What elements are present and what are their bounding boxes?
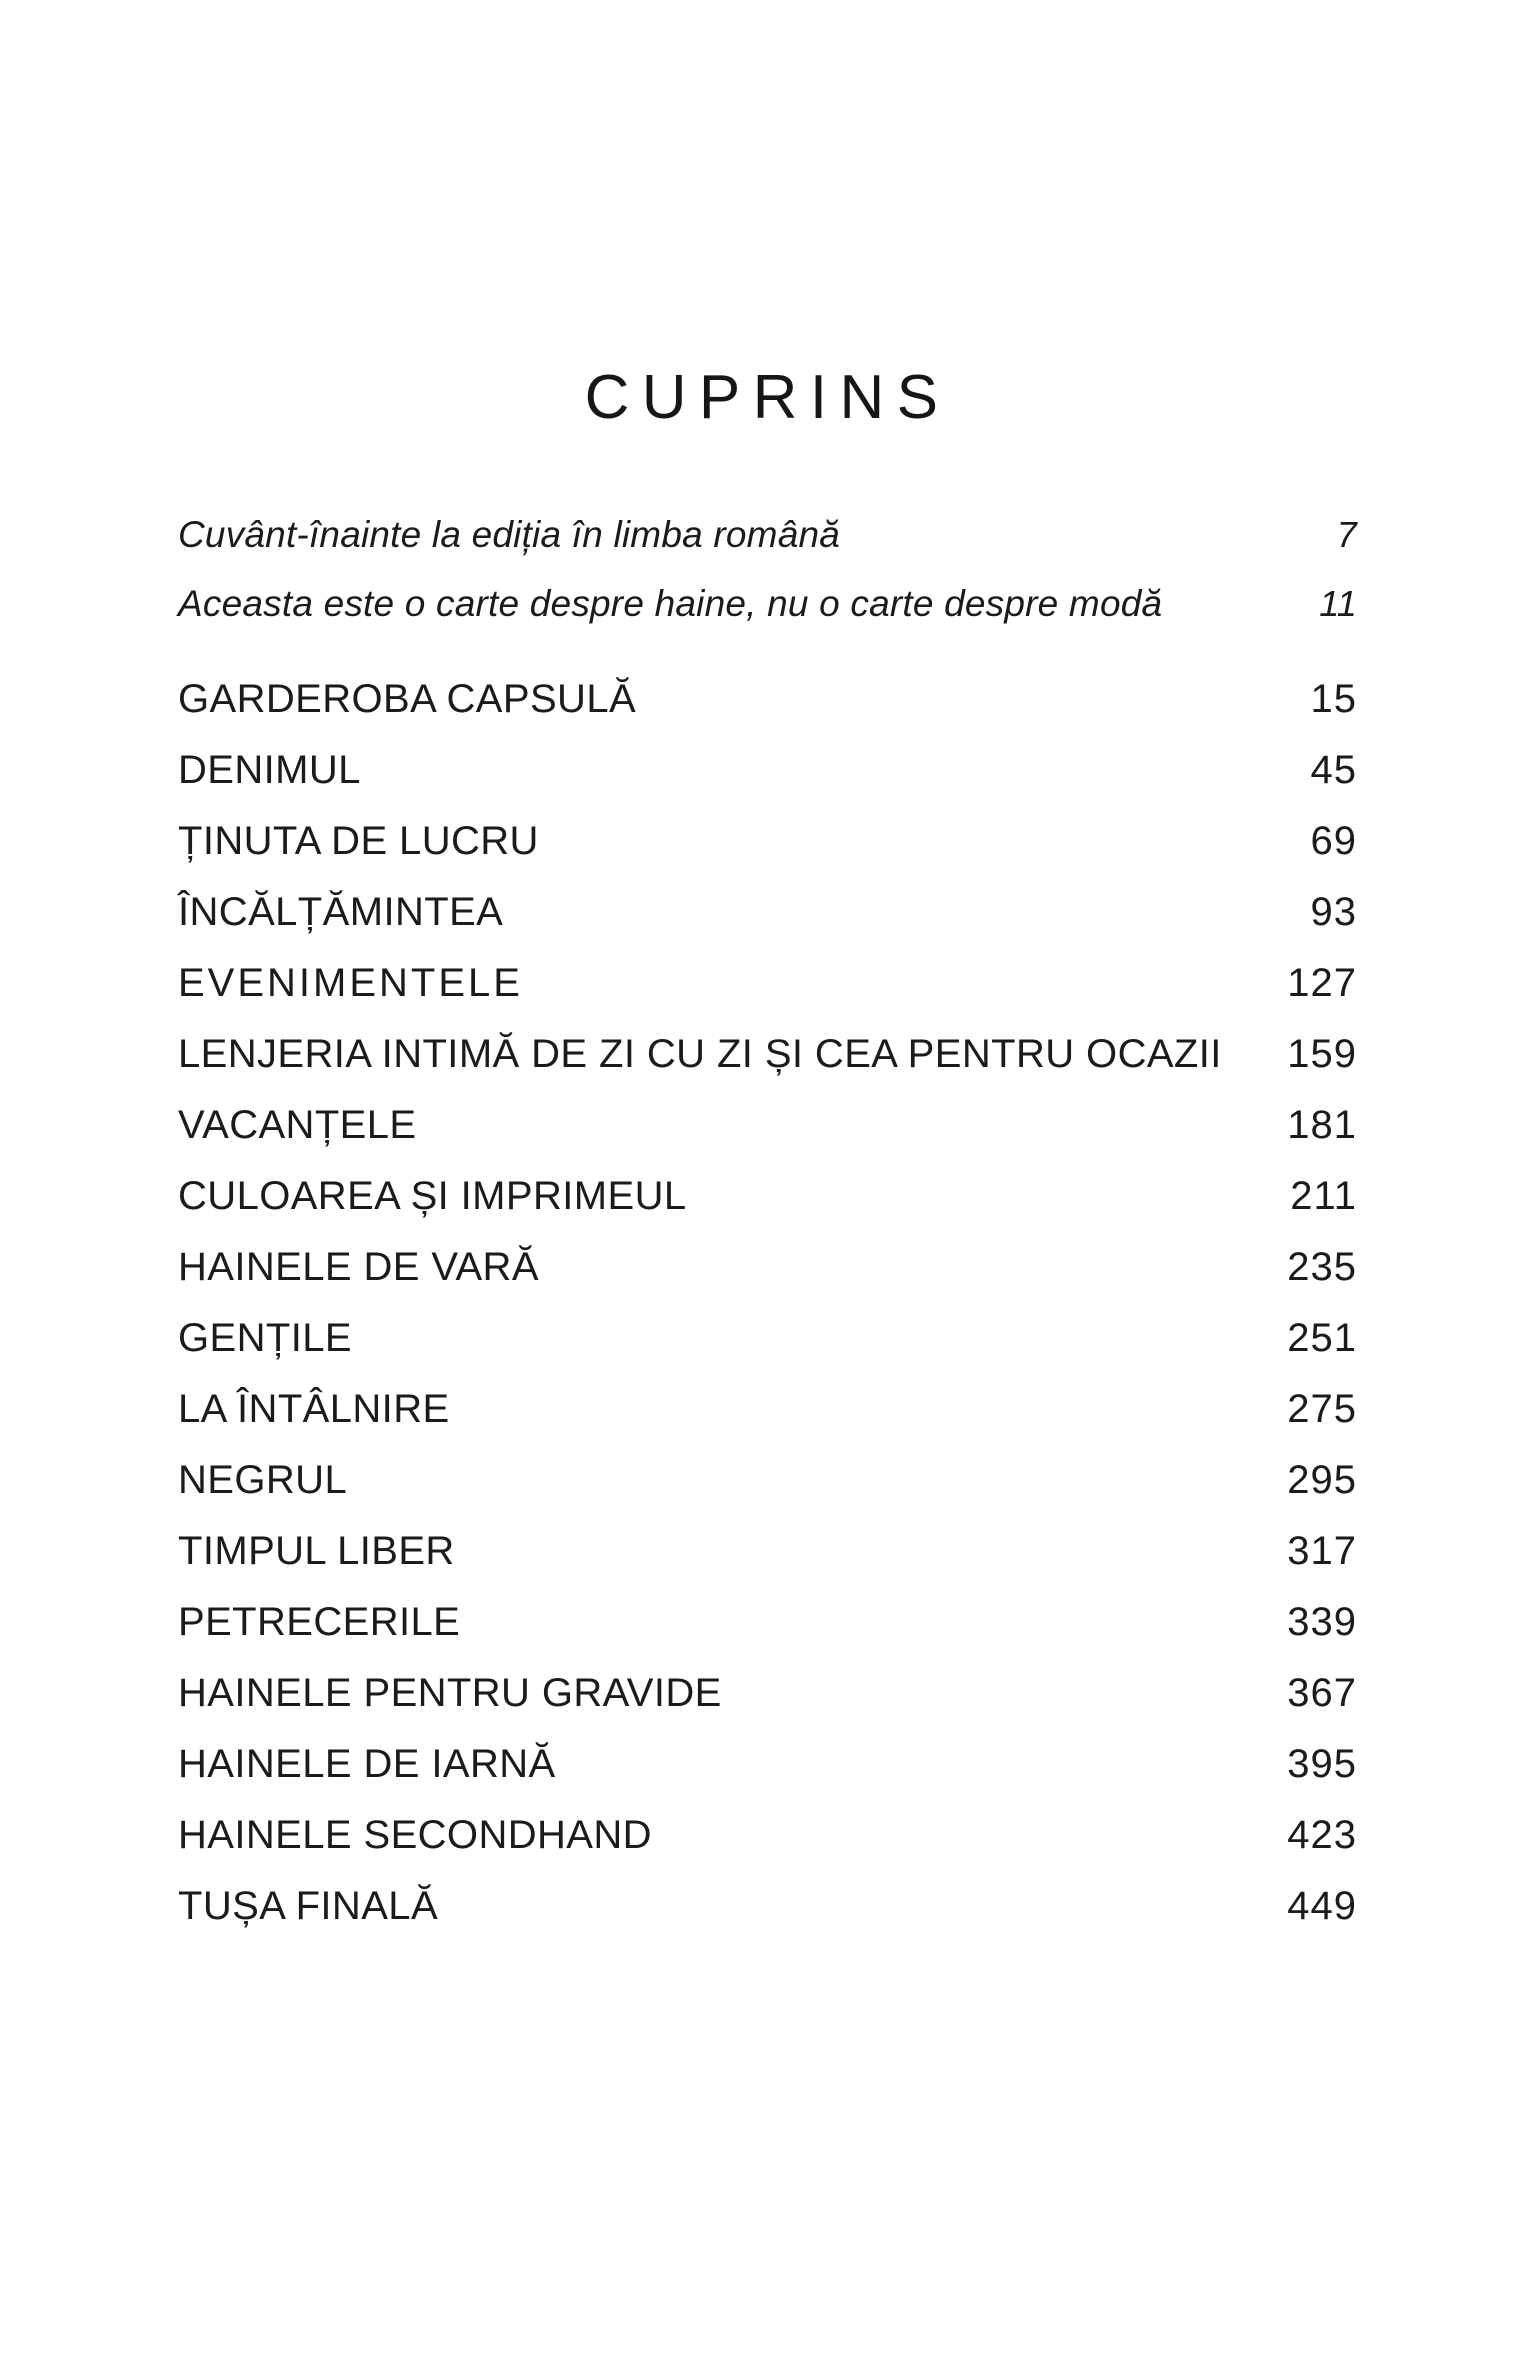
entry-label: Aceasta este o carte despre haine, nu o carte despre modă [178,583,1163,624]
entry-label: DENIMUL [178,748,361,792]
entry-page-number: 423 [1287,1813,1357,1857]
entry-page-number: 449 [1287,1884,1357,1928]
chapter-entry [178,1232,1357,1303]
entry-page-number: 181 [1287,1103,1357,1147]
entry-page-number: 251 [1287,1316,1357,1360]
entry-page-number: 211 [1290,1174,1357,1218]
entry-page-number: 45 [1310,748,1357,792]
entry-label: VACANȚELE [178,1103,417,1147]
entry-page-number: 11 [1319,583,1357,624]
entry-label: Cuvânt-înainte la ediția în limba română [178,514,841,555]
front-matter-entry [178,500,1357,569]
chapter-entry [178,806,1357,877]
entry-page-number: 93 [1310,890,1357,934]
front-matter-entry [178,569,1357,638]
entry-label: GARDEROBA CAPSULĂ [178,677,637,721]
chapter-entry [178,1161,1357,1232]
entry-label: GENȚILE [178,1316,352,1360]
entry-page-number: 127 [1287,961,1357,1005]
entry-page-number: 275 [1287,1387,1357,1431]
chapter-entry [178,1587,1357,1658]
chapter-entry [178,664,1357,735]
entry-label: HAINELE DE IARNĂ [178,1742,556,1786]
entry-label: TIMPUL LIBER [178,1529,455,1573]
chapters-section [178,664,1357,1942]
entry-page-number: 235 [1287,1245,1357,1289]
entry-label: HAINELE PENTRU GRAVIDE [178,1671,722,1715]
table-of-contents [178,500,1357,1942]
entry-page-number: 69 [1310,819,1357,863]
entry-page-number: 317 [1287,1529,1357,1573]
chapter-entry [178,1303,1357,1374]
entry-page-number: 295 [1287,1458,1357,1502]
entry-page-number: 339 [1287,1600,1357,1644]
entry-label: LA ÎNTÂLNIRE [178,1387,450,1431]
entry-label: ÎNCĂLȚĂMINTEA [178,890,504,934]
entry-label: PETRECERILE [178,1600,461,1644]
entry-label: EVENIMENTELE [178,961,523,1005]
entry-page-number: 15 [1310,677,1357,721]
chapter-entry [178,1729,1357,1800]
entry-page-number: 367 [1287,1671,1357,1715]
entry-label: ȚINUTA DE LUCRU [178,819,539,863]
chapter-entry [178,1445,1357,1516]
page-title: CUPRINS [584,362,951,432]
front-matter-section [178,500,1357,638]
chapter-entry [178,1516,1357,1587]
chapter-entry [178,877,1357,948]
entry-page-number: 159 [1287,1032,1357,1076]
entry-label: HAINELE DE VARĂ [178,1245,539,1289]
chapter-entry [178,1658,1357,1729]
chapter-entry [178,948,1357,1019]
chapter-entry [178,1800,1357,1871]
entry-label: CULOAREA ȘI IMPRIMEUL [178,1174,687,1218]
chapter-entry [178,1019,1357,1090]
chapter-entry [178,1871,1357,1942]
entry-page-number: 395 [1287,1742,1357,1786]
chapter-entry [178,1090,1357,1161]
chapter-entry [178,735,1357,806]
entry-label: TUȘA FINALĂ [178,1884,439,1928]
entry-label: HAINELE SECONDHAND [178,1813,652,1857]
entry-label: LENJERIA INTIMĂ DE ZI CU ZI ȘI CEA PENTRU OCAZII [178,1032,1222,1076]
chapter-entry [178,1374,1357,1445]
entry-label: NEGRUL [178,1458,348,1502]
entry-page-number: 7 [1336,514,1357,555]
